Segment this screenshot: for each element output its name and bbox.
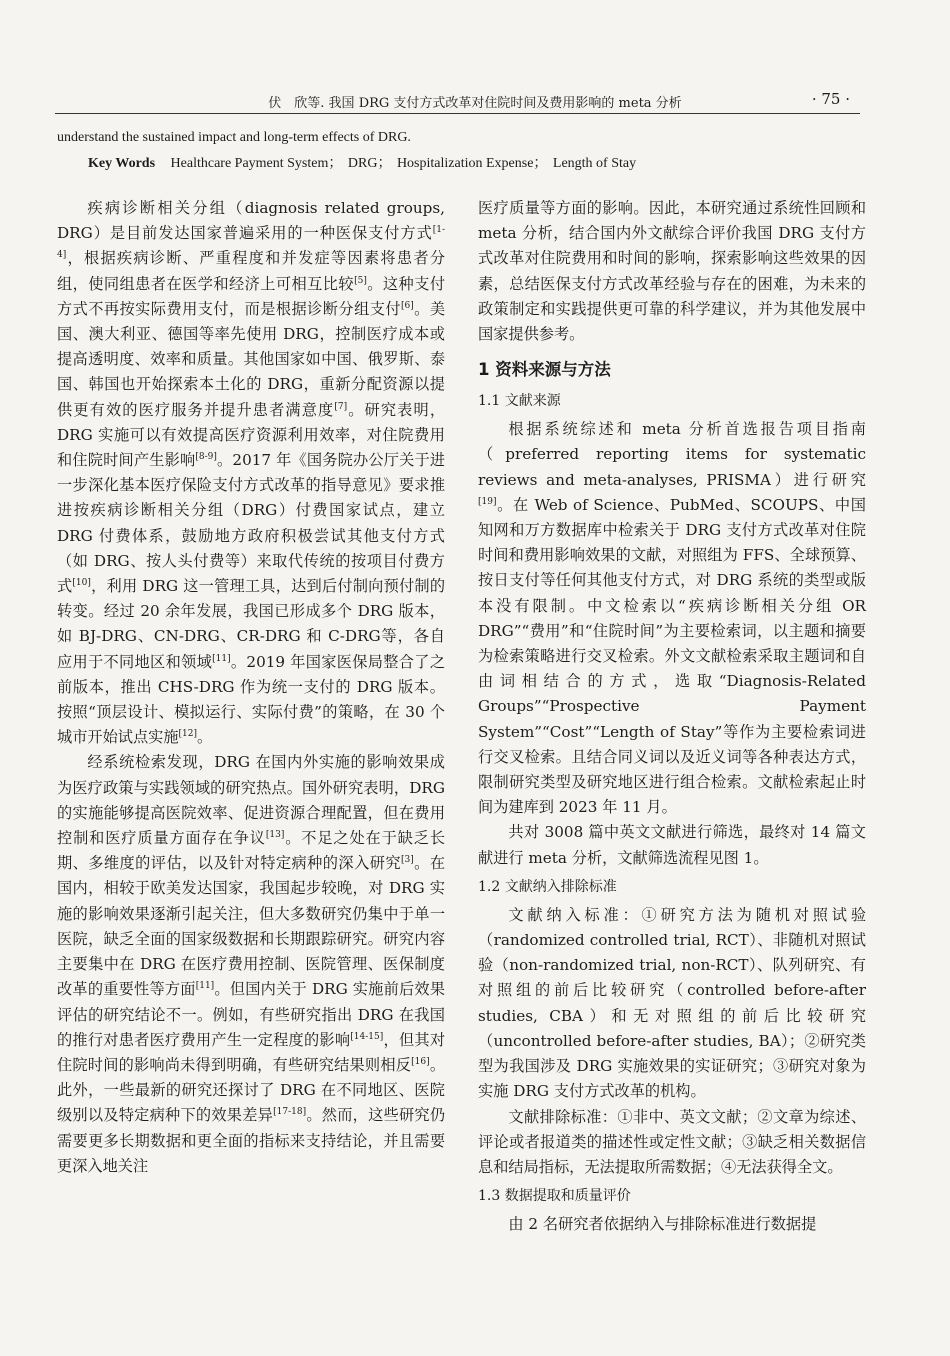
text-run: 。然而，这些研究仍需要更多长期数据和更全面的指标来支持结论，并且需要更深入地关注 xyxy=(57,1106,446,1175)
inclusion-criteria: 文献纳入标准：①研究方法为随机对照试验（randomized controlled trial, RCT）、非随机对照试验（non-randomized trial, non-RCT）、队列研究、有对照组的前后比较研究（controlled before-after studies, CBA）和无对照组的前后比较研究（uncontrolled before-after studies, BA）；②研究类型为我国涉及 DRG 实施效果的实证研究；③研究对象为实施 DRG 支付方式改革的机构。 xyxy=(478,905,866,1101)
text-run: 。不足之处在于缺乏长期、多维度的评估，以及针对特定病种的深入研究 xyxy=(57,829,446,873)
text-run: ，利用 DRG 这一管理工具，达到后付制向预付制的转变。经过 20 余年发展，我国已形成多个 DRG 版本，如 BJ-DRG、CN-DRG、CR-DRG 和 C-DRG等，各自应用于不同地区和领域 xyxy=(57,577,446,671)
right-column xyxy=(478,196,866,1237)
citation: [12] xyxy=(178,729,197,740)
sources-paragraph-1 xyxy=(478,417,866,820)
text-run: 。 xyxy=(196,728,213,747)
text-run: 。这种支付方式不再按实际费用支付，而是根据诊断分组支付 xyxy=(57,274,446,318)
keyword: DRG ； xyxy=(348,156,392,171)
citation: [5] xyxy=(354,275,367,286)
citation: [1-4] xyxy=(57,225,445,261)
keywords-line xyxy=(88,152,638,172)
extraction-paragraph: 由 2 名研究者依据纳入与排除标准进行数据提 xyxy=(508,1215,817,1234)
citation: [8-9] xyxy=(195,451,217,462)
citation: [17-18] xyxy=(273,1107,307,1118)
citation: [19] xyxy=(478,496,497,507)
subsection-heading: 1.3 数据提取和质量评价 xyxy=(478,1188,631,1205)
text-run: 经系统检索发现，DRG 在国内外实施的影响效果成为医疗政策与实践领域的研究热点。国外研究表明，DRG 的实施能够提高医院效率、促进资源合理配置，但在费用控制和医疗质量方面存在争议 xyxy=(57,753,445,848)
section-heading: 1 资料来源与方法 xyxy=(478,360,611,380)
citation: [7] xyxy=(334,401,348,412)
text-run: 根据系统综述和 meta 分析首选报告项目指南（preferred reporting items for systematic reviews and meta-analyses, PRISMA）进行研究 xyxy=(478,420,866,489)
citation: [16] xyxy=(411,1056,430,1067)
keyword: Hospitalization Expense ； xyxy=(397,156,547,171)
citation: [14-15] xyxy=(350,1031,384,1042)
running-title: 伏 欣等. 我国 DRG 支付方式改革对住院时间及费用影响的 meta 分析 xyxy=(268,96,682,111)
citation: [3] xyxy=(400,855,414,866)
subsection-heading: 1.2 文献纳入排除标准 xyxy=(478,878,617,895)
citation: [10] xyxy=(72,577,91,588)
text-run: 。在 Web of Science、PubMed、SCOUPS、中国知网和万方数据库中检索关于 DRG 支付方式改革对住院时间和费用影响效果的文献，对照组为 FFS、全球预算、按日支付等任何其他支付方式，对 DRG 系统的类型或版本没有限制。中文检索以“疾病诊断相关分组 OR DRG”“费用”和“住院时间”为主要检索词，以主题和摘要为检索策略进行交叉检索。外文文献检索采取主题词和自由词相结合的方式，选取“Diagnosis-Related Groups”“Prospective Payment System”“Cost”“Length of Stay”等作为主要检索词进行交叉检索。且结合同义词以及近义词等各种表达方式，限制研究类型及研究地区进行组合检索。文献检索起止时间为建库到 2023 年 11 月。 xyxy=(478,495,866,817)
text-run: 。2017 年《国务院办公厅关于进一步深化基本医疗保险支付方式改革的指导意见》要求推进按疾病诊断相关分组（DRG）付费国家试点，建立 DRG 付费体系，鼓励地方政府积极尝试其他支付方式（如 DRG、按人头付费等）来取代传统的按项目付费方式 xyxy=(57,451,446,596)
text-run: 。但国内关于 DRG 实施前后效果评估的研究结论不一。例如，有些研究指出 DRG 在我国的推行对患者医疗费用产生一定程度的影响 xyxy=(57,980,446,1049)
intro-paragraph-2 xyxy=(57,750,445,1178)
keyword: Length of Stay xyxy=(552,156,637,171)
text-run: 。在国内，相较于欧美发达国家，我国起步较晚，对 DRG 实施的影响效果逐渐引起关注，但大多数研究仍集中于单一医院，缺乏全面的国家级数据和长期跟踪研究。研究内容主要集中在 DRG 在医疗费用控制、医院管理、医保制度改革的重要性等方面 xyxy=(57,854,446,999)
left-column xyxy=(57,196,445,1179)
text-run: ，但其对住院时间的影响尚未得到明确，有些研究结果则相反 xyxy=(57,1030,446,1074)
text-run: 。此外，一些最新的研究还探讨了 DRG 在不同地区、医院级别以及特定病种下的效果差异 xyxy=(57,1055,446,1125)
keywords-label: Key Words xyxy=(88,156,156,171)
subsection-heading: 1.1 文献来源 xyxy=(478,393,561,410)
page-number: · 75 · xyxy=(811,90,850,108)
text-run: 疾病诊断相关分组（diagnosis related groups, DRG）是目前发达国家普遍采用的一种医保支付方式 xyxy=(57,199,445,243)
text-run: 。研究表明，DRG 实施可以有效提高医疗资源利用效率，对住院费用和住院时间产生影响 xyxy=(57,400,446,470)
keyword: Healthcare Payment System ； xyxy=(171,156,343,171)
exclusion-criteria: 文献排除标准：①非中、英文文献；②文章为综述、评论或者报道类的描述性或定性文献；③缺乏相关数据信息和结局指标，无法提取所需数据；④无法获得全文。 xyxy=(478,1107,866,1176)
header-rule xyxy=(55,113,860,114)
intro-paragraph-2-continued: 医疗质量等方面的影响。因此，本研究通过系统性回顾和 meta 分析，结合国内外文献综合评价我国 DRG 支付方式改革对住院费用和时间的影响，探索影响这些效果的因素，总结医保支付方式改革经验与存在的困难，为未来的政策制定和实践提供更可靠的科学建议，并为其他发展中国家提供参考。 xyxy=(478,199,866,344)
abstract-tail: understand the sustained impact and long-term effects of DRG. xyxy=(57,130,411,145)
text-run: 。美国、澳大利亚、德国等率先使用 DRG，控制医疗成本或提高透明度、效率和质量。其他国家如中国、俄罗斯、泰国、韩国也开始探索本土化的 DRG，重新分配资源以提供更有效的医疗服务并提升患者满意度 xyxy=(57,299,446,419)
sources-paragraph-2: 共对 3008 篇中英文文献进行筛选，最终对 14 篇文献进行 meta 分析，文献筛选流程见图 1。 xyxy=(478,823,866,867)
citation: [11] xyxy=(212,653,231,664)
text-run: ，根据疾病诊断、严重程度和并发症等因素将患者分组，使同组患者在医学和经济上可相互比较 xyxy=(57,249,445,293)
citation: [6] xyxy=(400,300,414,311)
intro-paragraph-1 xyxy=(57,196,445,750)
citation: [13] xyxy=(265,830,285,841)
running-header xyxy=(0,80,950,114)
text-run: 。2019 年国家医保局整合了之前版本，推出 CHS-DRG 作为统一支付的 DRG 版本。按照“顶层设计、模拟运行、实际付费”的策略，在 30 个城市开始试点实施 xyxy=(57,652,446,747)
citation: [11] xyxy=(195,981,215,992)
